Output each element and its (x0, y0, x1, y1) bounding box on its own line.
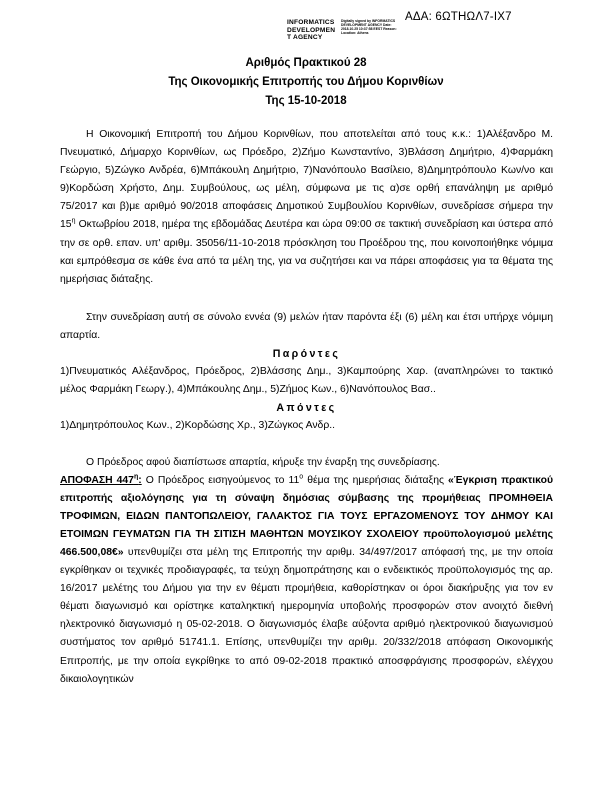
list-present-members: 1)Πνευματικός Αλέξανδρος, Πρόεδρος, 2)Βλάσσης Δημ., 3)Καμπούρης Χαρ. (αναπληρώνει το τακτικό μέλος Φαρμάκη Γεωργ.), 4)Μπάκουλης Δημ., 5)Ζήμος Κων., 6)Νανόπουλος Βασ.. (60, 366, 553, 396)
decision-body-text: υπενθυμίζει στα μέλη της Επιτροπής την αριθμ. 34/497/2017 απόφασή της, με την οποία εγκρίθηκαν οι τεχνικές προδιαγραφές, τα τεύχη δημοπράτησης και ο ενδεικτικός προϋπολογισμός της αρ. 16/2017 μελέτης του Δήμου για την εν θέματι προμήθεια, καθορίστηκαν οι όροι διακήρυξης για τον εν θέματι διαγωνισμό και ορίστηκε καταληκτική ημερομηνία υποβολής προσφορών στον ανοιχτό διεθνή ηλεκτρονικό διαγωνισμό η 05-02-2018. Ο διαγωνισμός έλαβε αύξοντα αριθμό ηλεκτρονικού διαγωνισμού συστήματος τον αριθμό 51741.1. Επίσης, υπενθυμίζει την αριθμ. 20/332/2018 απόφαση Οικονομικής Επιτροπής, με την οποία εγκρίθηκε το από 09-02-2018 πρακτικό αποσφράγισης προσφορών, ελέγχου δικαιολογητικών (60, 546, 553, 685)
ordinal-suffix-topic: ο (299, 473, 304, 481)
document-header (0, 0, 612, 62)
ordinal-suffix-date: η (71, 218, 76, 225)
subject-title-uppercase: ΠΡΟΜΗΘΕΙΑ ΤΡΟΦΙΜΩΝ, ΕΙΔΩΝ ΠΑΝΤΟΠΩΛΕΙΟΥ, ΓΑΛΑΚΤΟΣ ΓΙΑ ΤΟΥΣ ΕΡΓΑΖΟΜΕΝΟΥΣ ΤΟΥ ΔΗΜΟΥ ΚΑΙ ΕΤΟΙΜΩΝ ΓΕΥΜΑΤΩΝ ΓΙΑ ΤΗ ΣΙΤΙΣΗ ΜΑΘΗΤΩΝ ΜΟΥΣΙΚΟΥ ΣΧΟΛΕΙΟΥ (60, 492, 553, 540)
signature-details-text: Digitally signed by INFORMATICS DEVELOPMENT AGENCY Date: 2018.10.25 10:37:58 EEST Reason: Location: Athens (341, 19, 397, 36)
informatics-development-agency-logo: INFORMATICS DEVELOPMEN T AGENCY (287, 19, 336, 42)
heading-absent-members: Απόντες (276, 402, 337, 415)
page-title-committee: Της Οικονομικής Επιτροπής του Δήμου Κορινθίων (168, 76, 444, 88)
subject-title-part1: «Έγκριση πρακτικού επιτροπής αξιολόγησης για τη σύναψη δημόσιας σύμβασης της προμήθειας (60, 474, 553, 504)
list-absent-members: 1)Δημητρόπουλος Κων., 2)Κορδώσης Χρ., 3)Ζώγκος Ανδρ.. (60, 420, 336, 432)
paragraph-session-opening: Ο Πρόεδρος αφού διαπίστωσε απαρτία, κήρυξε την έναρξη της συνεδρίασης. (86, 456, 440, 468)
paragraph-quorum: Στην συνεδρίαση αυτή σε σύνολο εννέα (9) μελών ήταν παρόντα έξι (6) μέλη και έτσι υπήρχε νόμιμη απαρτία. (60, 311, 553, 341)
document-body (60, 126, 553, 689)
paragraph-decision-447 (60, 472, 553, 689)
spacer (60, 289, 553, 309)
page-title-date: Της 15-10-2018 (265, 95, 347, 107)
decision-number-label (60, 475, 142, 486)
paragraph-committee-composition (60, 126, 553, 289)
digital-signature-stamp (287, 19, 399, 42)
decision-colon: : (138, 474, 142, 486)
page-title-protocol-number: Αριθμός Πρακτικού 28 (245, 57, 367, 69)
spacer (60, 436, 553, 454)
paragraph-committee-composition-cont: Οκτωβρίου 2018, ημέρα της εβδομάδας Δευτέρα και ώρα 09:00 σε τακτική συνεδρίαση και ύστερα από την σε ορθ. επαν. υπ' αριθμ. 35056/11-10-2018 πρόσκληση του Προέδρου της, που κοινοποιήθηκε νόμιμα και εμπρόθεσμα σε κάθε ένα από τα μέλη της, για να συζητήσει και να πάρει αποφάσεις για τα θέματα της ημερήσιας διάταξης. (60, 219, 553, 285)
heading-present-members: Παρόντες (272, 348, 341, 361)
decision-number-text: ΑΠΟΦΑΣΗ 447 (60, 474, 134, 486)
decision-intro-continued: θέμα της ημερήσιας διάταξης (303, 474, 449, 486)
subject-budget-amount: προϋπολογισμού μελέτης 466.500,08€» (60, 528, 553, 558)
decision-intro-text: Ο Πρόεδρος εισηγούμενος το 11 (141, 474, 300, 486)
ordinal-suffix-decision: η (133, 473, 139, 481)
ada-code-label: ΑΔΑ: 6ΩΤΗΩΛ7-ΙΧ7 (405, 11, 512, 23)
paragraph-committee-composition-text: Η Οικονομική Επιτροπή του Δήμου Κορινθίων, που αποτελείται από τους κ.κ.: 1)Αλέξανδρο Μ. Πνευματικό, Δήμαρχο Κορινθίων, ως Πρόεδρο, 2)Ζήμο Κωνσταντίνο, 3)Βλάσση Δημήτριο, 4)Φαρμάκη Γεώργιο, 5)Ζώγκο Ανδρέα, 6)Μπάκουλη Δημήτριο, 7)Νανόπουλο Βασίλειο, 8)Δημητρόπουλο Κων/νο και 9)Κορδώση Χρήστο, Δημ. Συμβούλους, ως μέλη, σύμφωνα με τις α)σε ορθή επανάληψη με αριθμό 75/2017 και β)με αριθμό 90/2018 αποφάσεις Δημοτικού Συμβουλίου Κορινθίων, συνεδρίασε σήμερα την 15 (60, 129, 553, 231)
